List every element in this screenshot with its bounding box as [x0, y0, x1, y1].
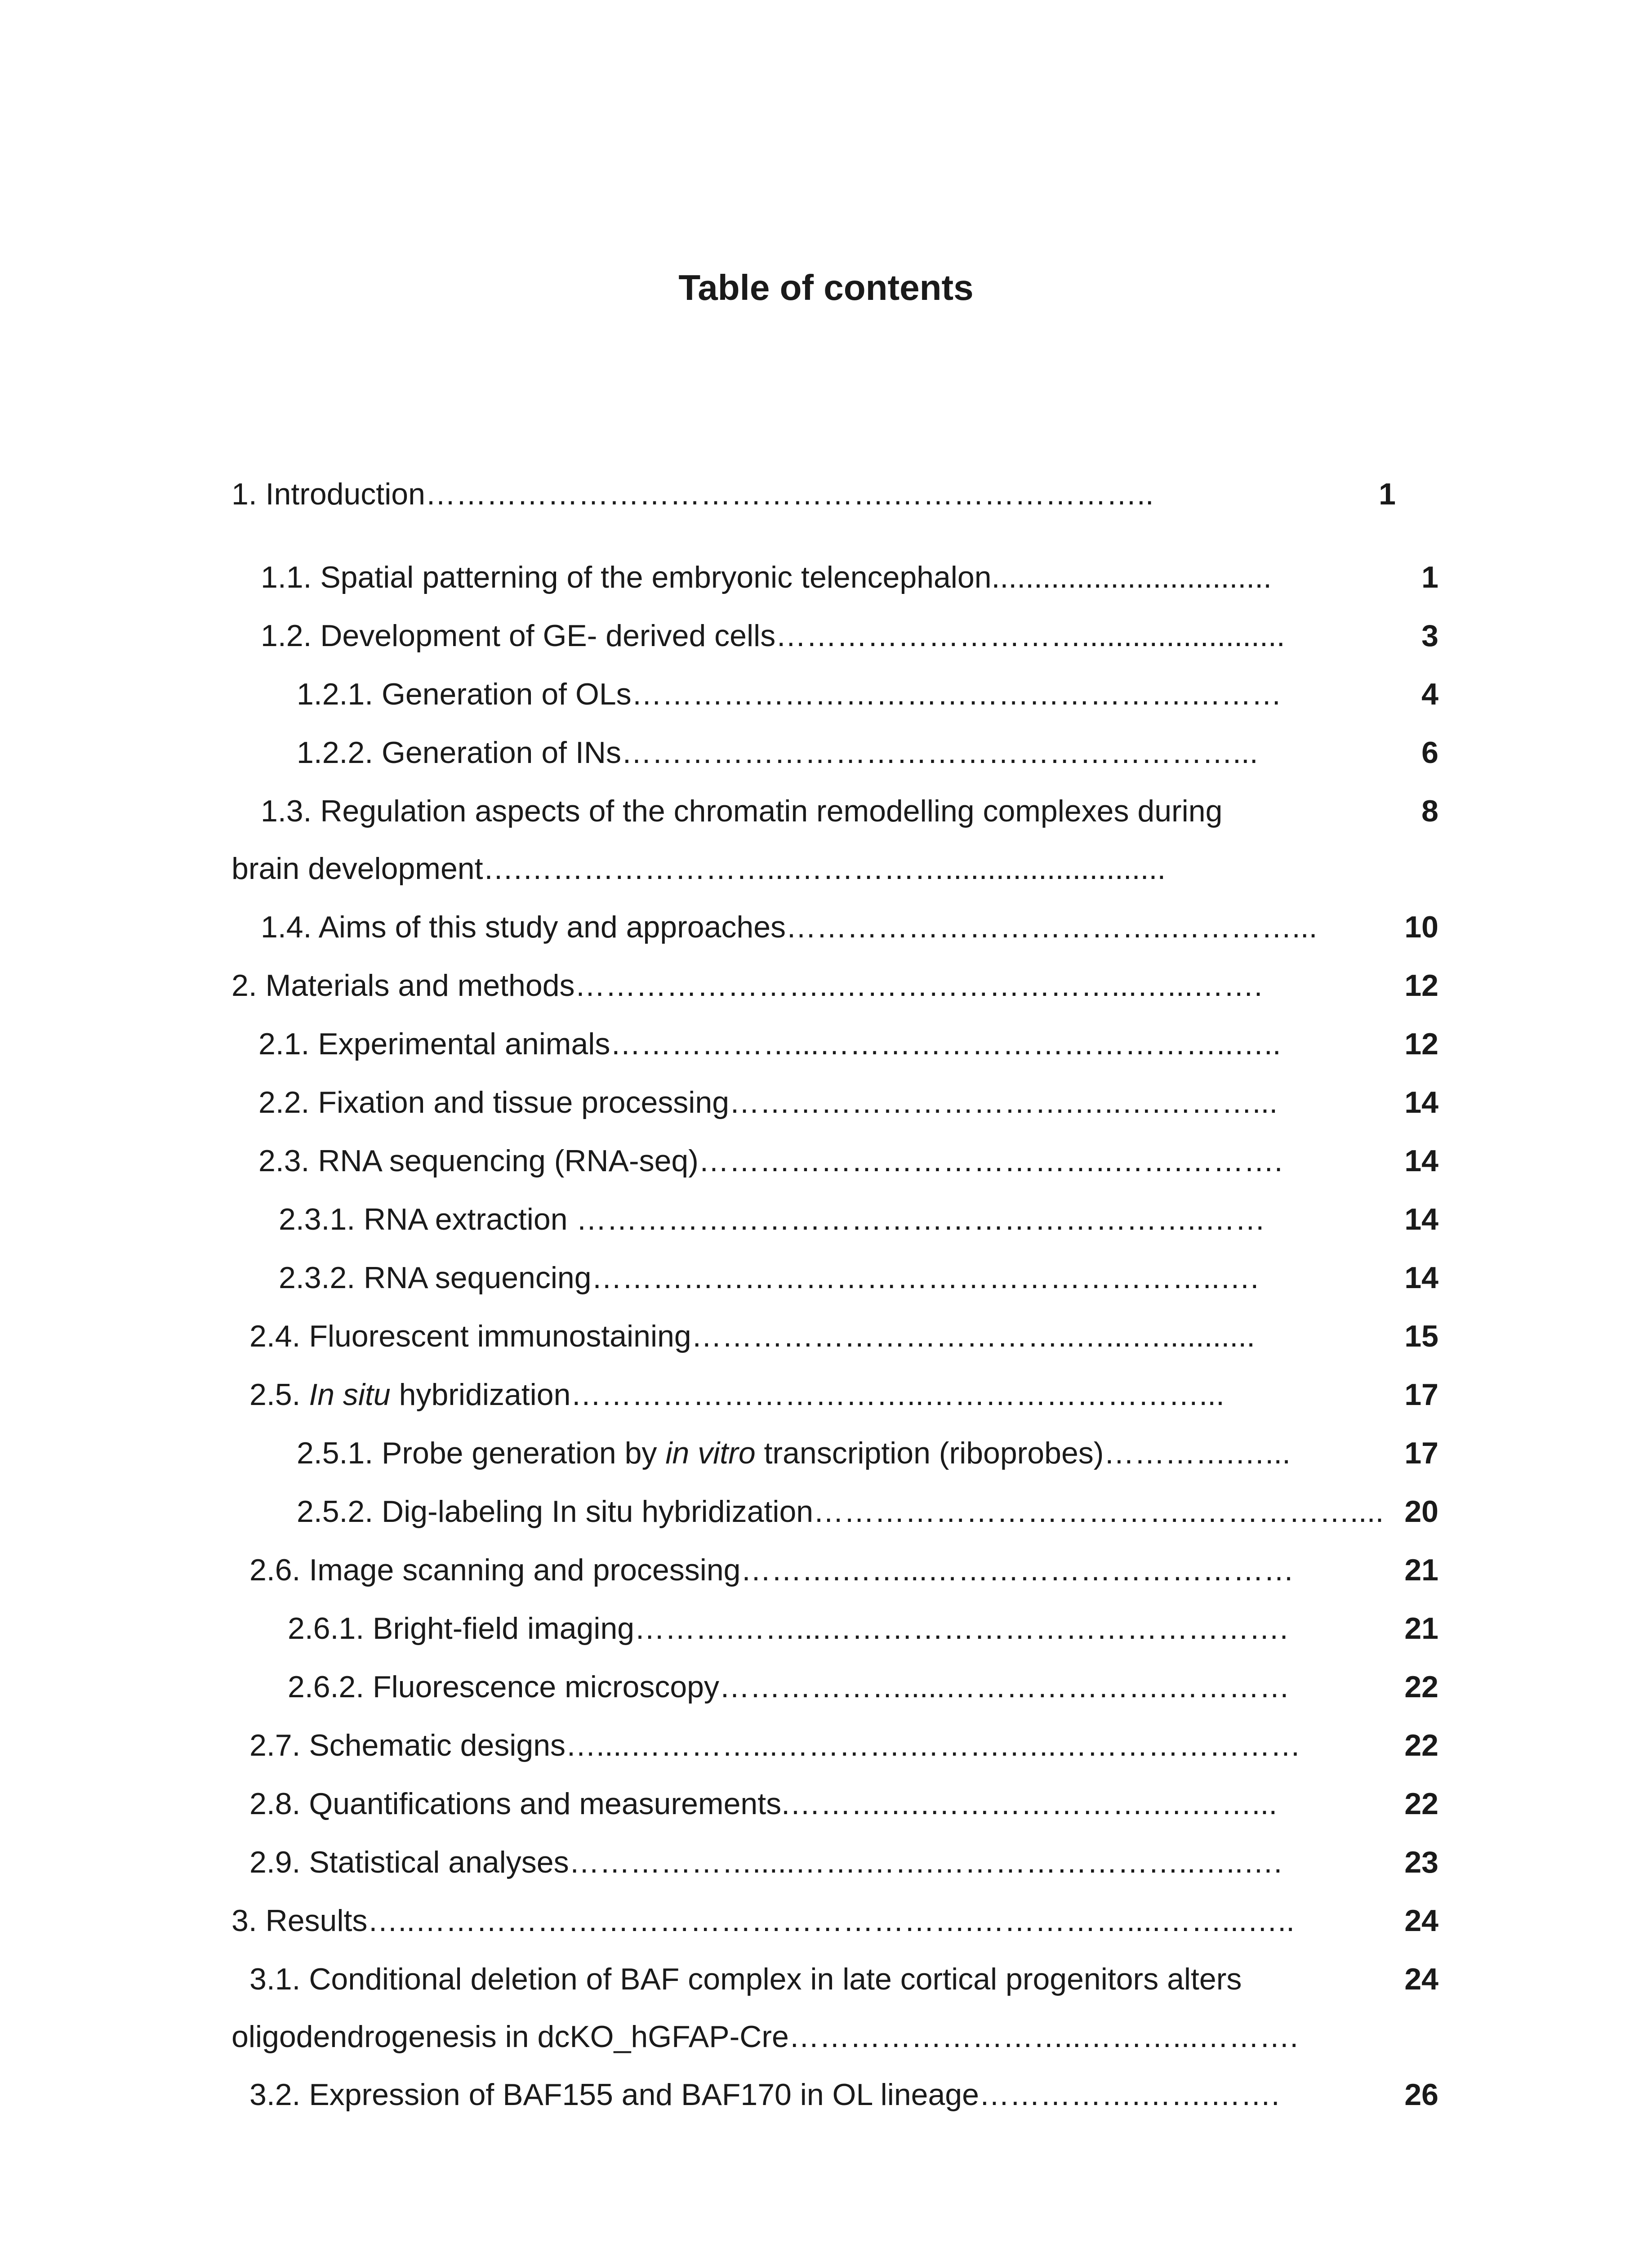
toc-entry-title: 1.2.1. Generation of OLs……………………………………………….………	[297, 677, 1282, 711]
toc-entry-title-pre: 2.5.1. Probe generation by	[297, 1436, 666, 1470]
toc-entry-title: 1.3. Regulation aspects of the chromatin remodelling complexes during	[261, 794, 1223, 828]
toc-entry-page: 22	[1404, 1670, 1438, 1704]
toc-entry-page: 3	[1421, 619, 1438, 653]
toc-entry-title: 2.9. Statistical analyses……………….....…….…….……………………..…..….	[249, 1845, 1282, 1879]
toc-entry-page: 14	[1404, 1144, 1438, 1178]
toc-entry[interactable]	[0, 1262, 1652, 1316]
toc-entry-page: 24	[1404, 1962, 1438, 1996]
toc-entry-title-continued: oligodendrogenesis in dcKO_hGFAP-Cre………………………..………...……….	[232, 2020, 1299, 2054]
page-title: Table of contents	[678, 268, 974, 308]
toc-entry[interactable]	[0, 479, 1652, 533]
toc-entry-page: 6	[1421, 736, 1438, 770]
toc-entry[interactable]	[0, 1029, 1652, 1083]
toc-entry[interactable]	[0, 1146, 1652, 1200]
toc-entry-title-pre: 2.5.	[249, 1378, 309, 1412]
toc-entry-page: 26	[1404, 2078, 1438, 2112]
toc-entry-title: 3.1. Conditional deletion of BAF complex in late cortical progenitors alters	[249, 1962, 1242, 1996]
toc-entry[interactable]	[0, 1847, 1652, 1901]
toc-entry[interactable]	[0, 1379, 1652, 1433]
toc-entry-title: 3.2. Expression of BAF155 and BAF170 in OL lineage…………….…….…….	[249, 2078, 1280, 2112]
toc-entry-title: 2.4. Fluorescent immunostaining………………………………..…...…...........	[249, 1319, 1255, 1353]
toc-entry-title-post: hybridization……………………………..………………………...	[390, 1378, 1225, 1412]
toc-entry[interactable]	[0, 796, 1652, 908]
toc-entry-page: 8	[1421, 794, 1438, 828]
toc-entry-title: 2.3.1. RNA extraction ……………………………………………………..……	[279, 1202, 1266, 1236]
toc-entry-page: 20	[1404, 1494, 1438, 1529]
toc-entry[interactable]	[0, 1204, 1652, 1258]
toc-entry-title: 2.5.2. Dig-labeling In situ hybridization………………………………..……………....	[297, 1494, 1384, 1529]
toc-entry[interactable]	[0, 1964, 1652, 2076]
toc-entry-title: 2. Materials and methods……………………..………………………...…...…….	[232, 968, 1263, 1003]
toc-entry[interactable]	[0, 1905, 1652, 1959]
toc-entry-page: 15	[1404, 1319, 1438, 1353]
toc-entry-title: 2.3.2. RNA sequencing……………………………………………………..….	[279, 1261, 1259, 1295]
toc-entry[interactable]	[0, 1496, 1652, 1550]
toc-entry-page: 12	[1404, 1027, 1438, 1061]
toc-entry-title: 2.6.2. Fluorescence microscopy……………….....………………….…………	[288, 1670, 1290, 1704]
toc-entry-title: 2.1. Experimental animals………………...…………………………………..…..	[258, 1027, 1281, 1061]
toc-entry-page: 17	[1404, 1378, 1438, 1412]
toc-entry[interactable]	[0, 679, 1652, 733]
toc-entry-title: 3. Results…..……………………………………………….……………....……...…..	[232, 1904, 1295, 1938]
toc-entry-page: 4	[1421, 677, 1438, 711]
toc-entry[interactable]	[0, 1613, 1652, 1667]
toc-entry-title: 2.2. Fixation and tissue processing…………………………….…..….………...	[258, 1085, 1278, 1120]
toc-entry[interactable]	[0, 1672, 1652, 1726]
toc-entry[interactable]	[0, 2079, 1652, 2133]
toc-entry[interactable]	[0, 1789, 1652, 1842]
toc-entry-page: 17	[1404, 1436, 1438, 1470]
toc-entry-page: 22	[1404, 1728, 1438, 1762]
toc-entry-title-post: transcription (riboprobes)………….…...	[755, 1436, 1291, 1470]
toc-entry[interactable]	[0, 1730, 1652, 1784]
toc-entry-title: 2.6.1. Bright-field imaging……….……...……………………………………….	[288, 1611, 1288, 1646]
toc-entry-title: 2.8. Quantifications and measurements.……….….………………….….……...	[249, 1787, 1278, 1821]
toc-entry-title-italic: in vitro	[665, 1436, 756, 1470]
toc-entry-title: 2.3. RNA sequencing (RNA-seq)…………………………………..…….……….	[258, 1144, 1283, 1178]
toc-entry-title	[249, 1379, 1225, 1410]
toc-entry[interactable]	[0, 970, 1652, 1024]
toc-entry-page: 24	[1404, 1904, 1438, 1938]
toc-entry-title-continued: brain development….……………………...……………..........................	[232, 852, 1166, 886]
toc-entry[interactable]	[0, 1321, 1652, 1375]
toc-entry[interactable]	[0, 1438, 1652, 1492]
toc-entry[interactable]	[0, 912, 1652, 966]
toc-entry[interactable]	[0, 1555, 1652, 1609]
toc-entry-title: 1. Introduction……………………………………….……………………..	[232, 477, 1154, 511]
toc-entry-page: 14	[1404, 1202, 1438, 1236]
toc-entry-title	[297, 1438, 1291, 1468]
toc-entry[interactable]	[0, 1087, 1652, 1141]
toc-entry[interactable]	[0, 737, 1652, 791]
toc-entry-page: 1	[1421, 560, 1438, 594]
toc-entry[interactable]	[0, 620, 1652, 674]
toc-entry-page: 23	[1404, 1845, 1438, 1879]
toc-entry-title-italic: In situ	[309, 1378, 391, 1412]
toc-entry-page: 14	[1404, 1085, 1438, 1120]
toc-entry[interactable]	[0, 562, 1652, 616]
toc-entry-title: 2.7. Schematic designs…....…………...………….……….…..……………………	[249, 1728, 1301, 1762]
toc-entry-title: 1.2. Development of GE- derived cells…………………………........................	[261, 619, 1285, 653]
toc-entry-title: 1.4. Aims of this study and approaches………………………………..…………...	[261, 910, 1318, 944]
toc-entry-page: 22	[1404, 1787, 1438, 1821]
toc-entry-page: 10	[1404, 910, 1438, 944]
toc-entry-page: 12	[1404, 968, 1438, 1003]
toc-entry-title: 2.6. Image scanning and processing……….……...………………………………	[249, 1553, 1295, 1587]
toc-entry-page: 1	[1379, 477, 1396, 511]
toc-entry-title: 1.2.2. Generation of INs……………………………………………………...	[297, 736, 1258, 770]
toc-entry-title: 1.1. Spatial patterning of the embryonic telencephalon.................................	[261, 560, 1272, 594]
toc-entry-page: 21	[1404, 1553, 1438, 1587]
toc-entry-page: 21	[1404, 1611, 1438, 1646]
toc-entry-page: 14	[1404, 1261, 1438, 1295]
